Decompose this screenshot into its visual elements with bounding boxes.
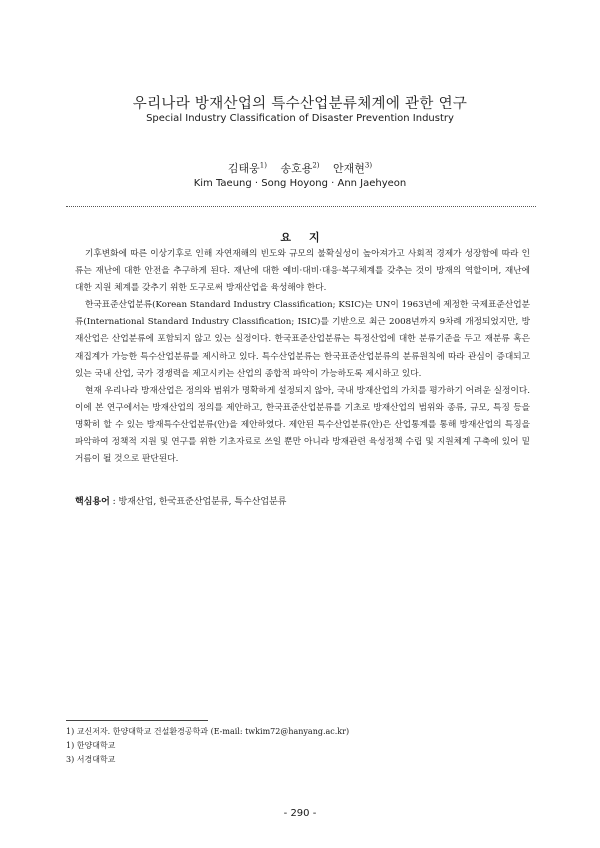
- abstract-paragraph: 현재 우리나라 방재산업은 정의와 범위가 명확하게 설정되지 않아, 국내 방재산업의 가치를 평가하기 어려운 실정이다. 이에 본 연구에서는 방재산업의 정의를 제안하고, 한국표준산업분류를 기초로 방재산업의 범위와 종류, 규모, 특징 등을 명확히 할 수 있는 방재특수산업분류(안)을 제안하였다. 제안된 특수산업분류(안)은 산업통계를 통해 방재산업의 특징을 파악하여 정책적 지원 및 연구를 위한 기초자료로 쓰일 뿐만 아니라 방재관련 육성정책 수립 및 지원체계 구축에 있어 밑거름이 될 것으로 판단된다.: [75, 385, 530, 465]
- author-list-korean: [0, 160, 600, 176]
- author-name: 송호용: [280, 162, 313, 175]
- author-list-english: Kim Taeung · Song Hoyong · Ann Jaehyeon: [193, 178, 407, 189]
- abstract-paragraph: 기후변화에 따른 이상기후로 인해 자연재해의 빈도와 규모의 불확실성이 높아져가고 사회적 경제가 성장함에 따라 인류는 재난에 대한 안전을 추구하게 된다. 재난에 대한 예비·대비·대응·복구체계를 갖추는 것이 방재의 역할이며, 재난에 대한 지원 체계를 갖추기 위한 도구로써 방재산업을 육성해야 한다.: [75, 249, 530, 294]
- footnotes: [66, 725, 536, 767]
- keywords-text: 방재산업, 한국표준산업분류, 특수산업분류: [118, 497, 287, 507]
- author-mark: 1): [259, 161, 267, 170]
- abstract-body: [75, 246, 530, 468]
- keywords-line: [75, 494, 535, 507]
- footnote-item: 1) 교신저자. 한양대학교 건설환경공학과 (E-mail: twkim72@hanyang.ac.kr): [66, 727, 350, 736]
- author-mark: 3): [364, 161, 373, 170]
- abstract-heading: 요지: [280, 231, 338, 244]
- paper-title-english: Special Industry Classification of Disaster Prevention Industry: [146, 113, 454, 124]
- footnote-item: 1) 한양대학교: [66, 741, 116, 750]
- footnote-rule: [66, 720, 208, 721]
- section-divider: [66, 206, 536, 207]
- author-name: 안재현: [333, 162, 365, 175]
- author-mark: 2): [312, 161, 320, 170]
- footnote-item: 3) 서경대학교: [66, 755, 116, 764]
- page-number: - 290 -: [283, 808, 317, 819]
- keywords-label: 핵심용어: [75, 497, 110, 507]
- paper-title-korean: 우리나라 방재산업의 특수산업분류체계에 관한 연구: [132, 96, 468, 112]
- keywords-separator: :: [109, 497, 119, 507]
- abstract-paragraph: 한국표준산업분류(Korean Standard Industry Classification; KSIC)는 UN이 1963년에 제정한 국제표준산업분류(International Standard Industry Classification; ISIC)를 기반으로 최근 2008년까지 9차례 개정되었지만, 방재산업은 산업분류에 포함되지 않고 있는 실정이다. 한국표준산업분류는 특정산업에 대한 분류기준을 두고 재분류 혹은 재집계가 가능한 특수산업분류를 제시하고 있다. 특수산업분류는 한국표준산업분류의 분류원칙에 따라 관심이 증대되고 있는 국내 산업, 국가 경쟁력을 제고시키는 산업의 종합적 파악이 가능하도록 제시하고 있다.: [75, 300, 530, 379]
- author-name: 김태웅: [227, 162, 260, 175]
